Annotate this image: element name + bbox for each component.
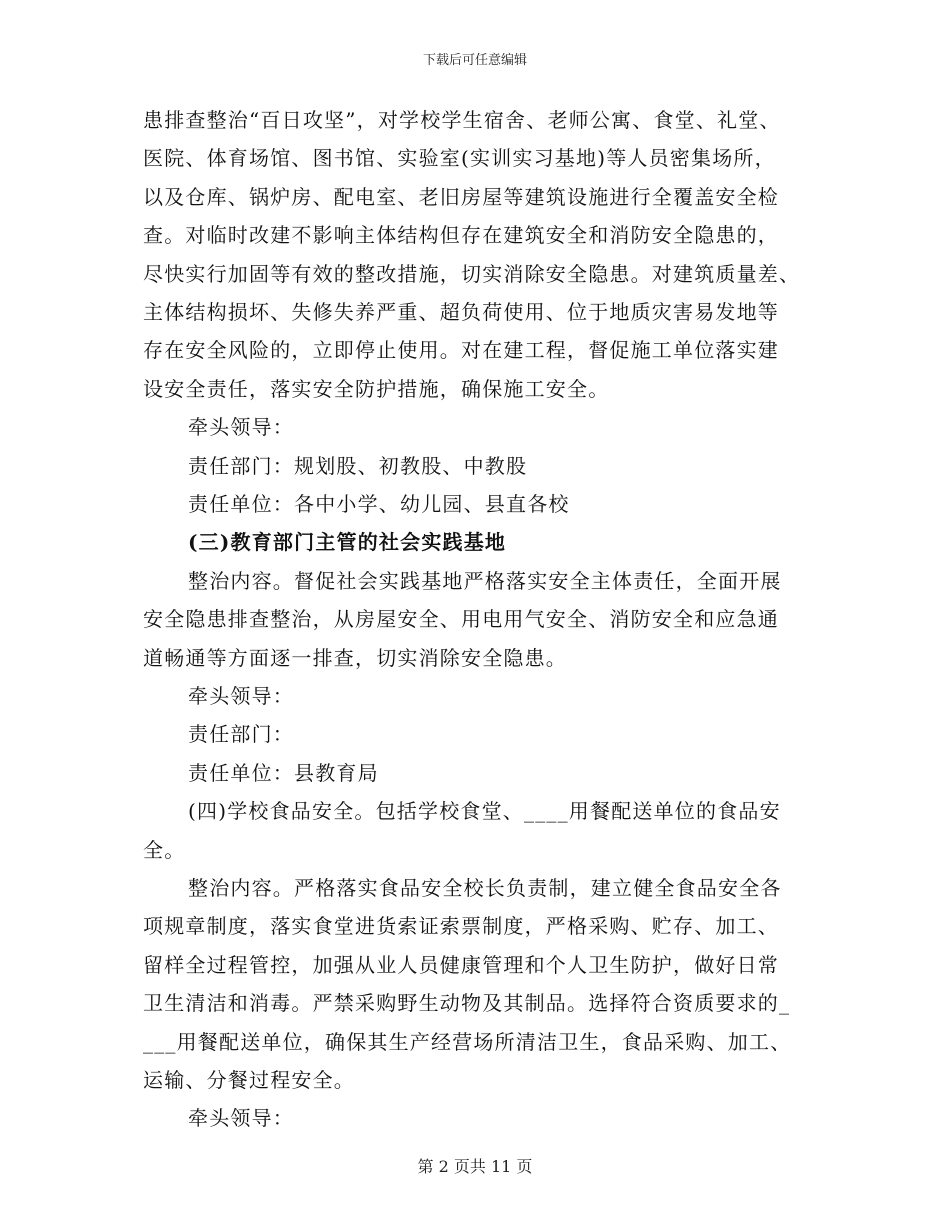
text-line: 安全隐患排查整治，从房屋安全、用电用气安全、消防安全和应急通 [143,607,779,632]
text-line: 尽快实行加固等有效的整改措施，切实消除安全隐患。对建筑质量差、 [143,261,801,286]
text-line: 留样全过程管控，加强从业人员健康管理和个人卫生防护，做好日常 [143,952,779,977]
text-line: 牵头领导： [188,1106,294,1131]
text-line: ___用餐配送单位，确保其生产经营场所清洁卫生，食品采购、加工、 [143,1029,792,1054]
text-line: 责任单位：各中小学、幼儿园、县直各校 [188,492,570,516]
page-footer: 第 2 页共 11 页 [417,1157,533,1176]
text-line: 整治内容。督促社会实践基地严格落实安全主体责任，全面开展 [188,568,782,593]
text-line: 查。对临时改建不影响主体结构但存在建筑安全和消防安全隐患的， [143,223,779,248]
text-line: (四)学校食品安全。包括学校食堂、____用餐配送单位的食品安 [188,799,781,824]
text-line: 主体结构损坏、失修失养严重、超负荷使用、位于地质灾害易发地等 [143,300,779,324]
text-line: 以及仓库、锅炉房、配电室、老旧房屋等建筑设施进行全覆盖安全检 [143,184,779,209]
text-line: 牵头领导： [188,684,294,708]
text-line: 设安全责任，落实安全防护措施，确保施工安全。 [143,376,610,401]
text-line: 医院、体育场馆、图书馆、实验室(实训实习基地)等人员密集场所， [143,146,776,171]
text-line: 责任部门：规划股、初教股、中教股 [188,453,528,478]
text-line: 整治内容。严格落实食品安全校长负责制，建立健全食品安全各 [188,876,782,900]
text-line: 项规章制度，落实食堂进货索证索票制度，严格采购、贮存、加工、 [143,914,779,939]
text-line: 责任单位：县教育局 [188,760,379,785]
text-line: 道畅通等方面逐一排查，切实消除安全隐患。 [143,645,567,670]
text-line: 存在安全风险的，立即停止使用。对在建工程，督促施工单位落实建 [143,338,779,363]
text-line: 卫生清洁和消毒。严禁采购野生动物及其制品。选择符合资质要求的_ [143,991,791,1016]
section-heading: (三)教育部门主管的社会实践基地 [188,530,507,555]
text-line: 患排查整治“百日攻坚”，对学校学生宿舍、老师公寓、食堂、礼堂、 [143,108,781,132]
page-header: 下载后可任意编辑 [422,53,527,68]
text-line: 牵头领导： [188,415,294,440]
text-line: 运输、分餐过程安全。 [143,1068,355,1092]
text-line: 责任部门： [188,722,294,747]
text-line: 全。 [143,837,186,862]
